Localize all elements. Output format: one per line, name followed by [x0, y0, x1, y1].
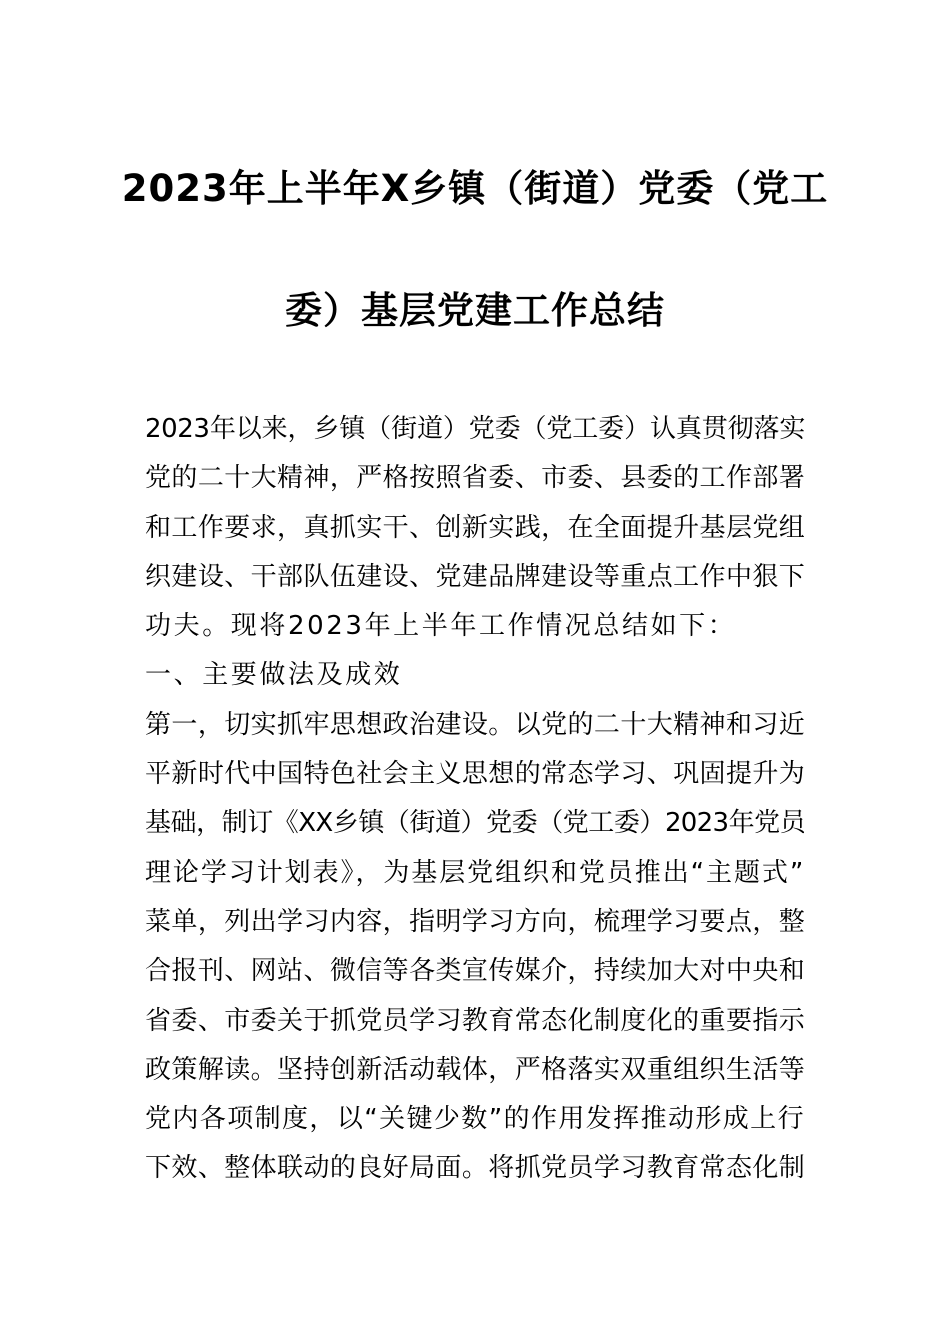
body-line: 织建设、干部队伍建设、党建品牌建设等重点工作中狠下 — [145, 561, 805, 592]
document-title-line-1: 2023年上半年X乡镇（街道）党委（党工 — [121, 167, 829, 210]
body-line: 基础，制订《XX乡镇（街道）党委（党工委）2023年党员 — [145, 808, 805, 839]
body-line: 菜单，列出学习内容，指明学习方向，梳理学习要点，整 — [145, 906, 805, 937]
body-line: 政策解读。坚持创新活动载体，严格落实双重组织生活等 — [145, 1054, 805, 1085]
body-line: 平新时代中国特色社会主义思想的常态学习、巩固提升为 — [145, 759, 805, 790]
body-line: 功夫。现将2023年上半年工作情况总结如下： — [145, 611, 737, 642]
body-line: 和工作要求，真抓实干、创新实践，在全面提升基层党组 — [145, 512, 805, 543]
body-line: 党的二十大精神，严格按照省委、市委、县委的工作部署 — [145, 463, 805, 494]
body-line: 2023年以来，乡镇（街道）党委（党工委）认真贯彻落实 — [145, 414, 805, 444]
document-title-line-2: 委）基层党建工作总结 — [285, 289, 665, 332]
section-heading: 一、主要做法及成效 — [145, 660, 403, 691]
body-line: 下效、整体联动的良好局面。将抓党员学习教育常态化制 — [145, 1153, 805, 1184]
body-line: 理论学习计划表》，为基层党组织和党员推出“主题式” — [145, 857, 805, 888]
body-line: 党内各项制度，以“关键少数”的作用发挥推动形成上行 — [145, 1104, 805, 1135]
body-line: 合报刊、网站、微信等各类宣传媒介，持续加大对中央和 — [145, 956, 805, 987]
body-line: 第一，切实抓牢思想政治建设。以党的二十大精神和习近 — [145, 709, 805, 740]
body-line: 省委、市委关于抓党员学习教育常态化制度化的重要指示 — [145, 1005, 805, 1036]
document-body — [145, 405, 805, 1194]
